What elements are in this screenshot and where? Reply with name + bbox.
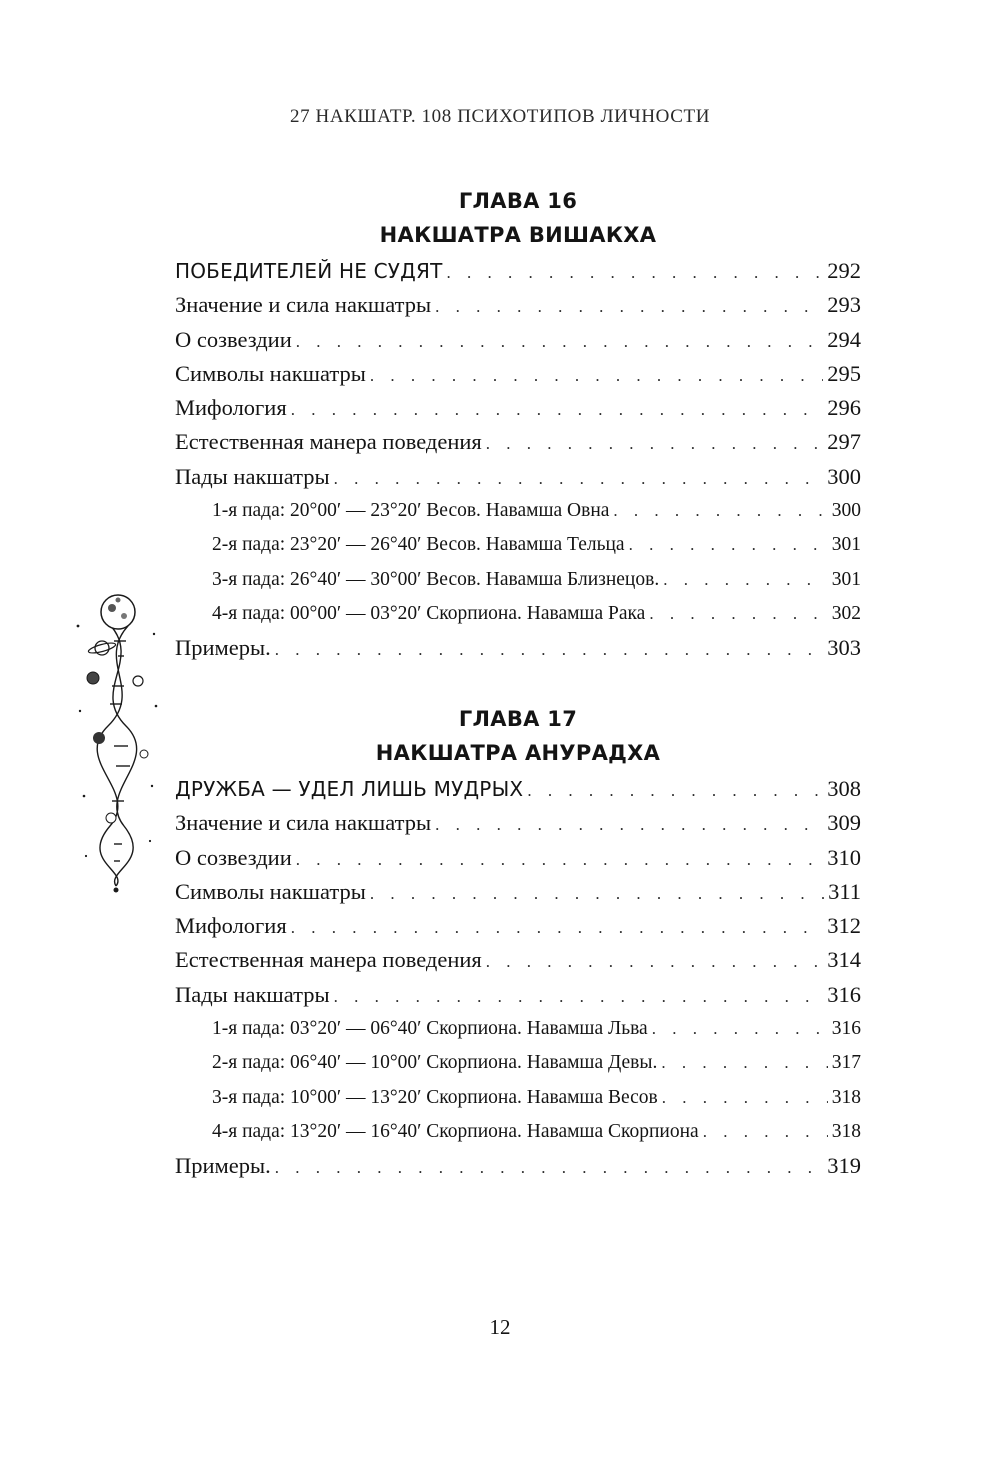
toc-entry-page: 316 xyxy=(831,1018,861,1040)
dot-leader xyxy=(661,1046,827,1080)
chapter-label: ГЛАВА 16 xyxy=(458,189,578,213)
toc-entry[interactable] xyxy=(175,909,861,943)
toc-subentry[interactable] xyxy=(175,1012,861,1046)
toc-entry-title: 1-я пада: 03°20′ — 06°40′ Скорпиона. Навамша Льва xyxy=(212,1018,648,1040)
dot-leader xyxy=(486,427,824,459)
toc-subentry[interactable] xyxy=(175,1046,861,1080)
dot-leader xyxy=(649,597,827,631)
toc-entry-title: Символы накшатры xyxy=(175,878,366,904)
toc-subentry[interactable] xyxy=(175,597,861,631)
toc-entry-title: 4-я пада: 13°20′ — 16°40′ Скорпиона. Навамша Скорпиона xyxy=(212,1120,699,1142)
toc-entry-page: 294 xyxy=(827,326,861,352)
toc-entry-title: Пады накшатры xyxy=(175,981,330,1007)
dot-leader xyxy=(275,1151,823,1183)
toc-entry-title: Мифология xyxy=(175,913,287,939)
toc-subentry[interactable] xyxy=(175,563,861,597)
chapter-name: НАКШАТРА ВИШАКХА xyxy=(379,223,657,247)
dot-leader xyxy=(296,325,823,357)
toc-entry[interactable] xyxy=(175,425,861,459)
toc-entry-page: 296 xyxy=(827,395,861,421)
toc-entry-page: 317 xyxy=(831,1052,861,1074)
dot-leader xyxy=(613,494,827,528)
dot-leader xyxy=(703,1115,828,1149)
toc-entry[interactable] xyxy=(175,254,861,288)
toc-entry-title: Естественная манера поведения xyxy=(175,947,482,973)
toc-subentry[interactable] xyxy=(175,1081,861,1115)
toc-entry-title: 3-я пада: 10°00′ — 13°20′ Скорпиона. Навамша Весов xyxy=(212,1086,658,1108)
chapter-label: ГЛАВА 17 xyxy=(458,707,578,731)
chapter-name: НАКШАТРА АНУРАДХА xyxy=(375,741,661,765)
dot-leader xyxy=(435,290,823,322)
toc-entry-page: 297 xyxy=(827,429,861,455)
toc-entry-page: 292 xyxy=(827,258,861,283)
toc-entry-title: Символы накшатры xyxy=(175,360,366,386)
dna-planets-ornament-icon xyxy=(66,586,166,896)
dot-leader xyxy=(291,911,824,943)
toc-entry[interactable] xyxy=(175,1149,861,1183)
dot-leader xyxy=(334,980,824,1012)
toc-entry[interactable] xyxy=(175,978,861,1012)
toc-entry-page: 314 xyxy=(827,947,861,973)
toc-entry-page: 318 xyxy=(831,1086,861,1108)
toc-entry-page: 308 xyxy=(827,776,861,801)
toc-entry[interactable] xyxy=(175,460,861,494)
dot-leader xyxy=(370,359,823,391)
toc-subentry[interactable] xyxy=(175,528,861,562)
dot-leader xyxy=(291,393,824,425)
toc-entry[interactable] xyxy=(175,943,861,977)
dot-leader xyxy=(652,1012,828,1046)
toc-entry-page: 312 xyxy=(827,913,861,939)
toc-entry-page: 293 xyxy=(827,292,861,318)
dot-leader xyxy=(486,945,824,977)
toc-subentry[interactable] xyxy=(175,1115,861,1149)
toc-entry-page: 302 xyxy=(831,602,861,624)
toc-entry[interactable] xyxy=(175,806,861,840)
toc-entry-page: 301 xyxy=(831,534,861,556)
chapter-17 xyxy=(175,702,861,1184)
dot-leader xyxy=(629,528,828,562)
toc-entry[interactable] xyxy=(175,631,861,665)
toc-entry[interactable] xyxy=(175,391,861,425)
toc-entry-title: ДРУЖБА — УДЕЛ ЛИШЬ МУДРЫХ xyxy=(175,777,524,801)
toc-entry-page: 311 xyxy=(828,878,861,904)
toc-entry-page: 319 xyxy=(827,1153,861,1179)
toc-entry-title: Примеры. xyxy=(175,1153,271,1179)
dot-leader xyxy=(370,877,824,909)
dot-leader xyxy=(334,462,824,494)
toc-entry[interactable] xyxy=(175,875,861,909)
chapter-16 xyxy=(175,184,861,666)
toc-entry-title: Значение и сила накшатры xyxy=(175,292,432,318)
toc-entry-page: 316 xyxy=(827,981,861,1007)
toc-entry-title: 1-я пада: 20°00′ — 23°20′ Весов. Навамша Овна xyxy=(212,500,610,522)
dot-leader xyxy=(527,774,823,806)
toc-list xyxy=(175,772,861,1184)
toc-entry-title: Естественная манера поведения xyxy=(175,429,482,455)
toc-entry-title: 4-я пада: 00°00′ — 03°20′ Скорпиона. Навамша Рака xyxy=(212,602,646,624)
toc-entry[interactable] xyxy=(175,841,861,875)
toc-entry-title: 2-я пада: 23°20′ — 26°40′ Весов. Навамша Тельца xyxy=(212,534,625,556)
toc-entry-title: 2-я пада: 06°40′ — 10°00′ Скорпиона. Навамша Девы. xyxy=(212,1052,658,1074)
toc-entry-title: Примеры. xyxy=(175,635,271,661)
dot-leader xyxy=(663,563,828,597)
toc-entry-title: О созвездии xyxy=(175,844,292,870)
dot-leader xyxy=(662,1081,828,1115)
toc-entry-title: Пады накшатры xyxy=(175,463,330,489)
dot-leader xyxy=(447,256,824,288)
toc-entry[interactable] xyxy=(175,323,861,357)
toc-entry[interactable] xyxy=(175,357,861,391)
toc-entry-page: 310 xyxy=(827,844,861,870)
toc-entry[interactable] xyxy=(175,772,861,806)
toc-entry-page: 300 xyxy=(827,463,861,489)
dot-leader xyxy=(435,808,823,840)
toc-entry[interactable] xyxy=(175,288,861,322)
toc-entry-title: Значение и сила накшатры xyxy=(175,810,432,836)
toc-entry-page: 295 xyxy=(827,360,861,386)
toc-entry-title: О созвездии xyxy=(175,326,292,352)
toc-entry-title: ПОБЕДИТЕЛЕЙ НЕ СУДЯТ xyxy=(175,259,443,283)
toc-entry-page: 301 xyxy=(831,568,861,590)
toc-list xyxy=(175,254,861,666)
toc-entry-title: 3-я пада: 26°40′ — 30°00′ Весов. Навамша Близнецов. xyxy=(212,568,660,590)
toc-entry-page: 309 xyxy=(827,810,861,836)
running-head: 27 НАКШАТР. 108 ПСИХОТИПОВ ЛИЧНОСТИ xyxy=(289,106,711,127)
toc-entry-page: 318 xyxy=(831,1120,861,1142)
toc-entry-title: Мифология xyxy=(175,395,287,421)
dot-leader xyxy=(275,633,823,665)
toc-entry-page: 303 xyxy=(827,635,861,661)
toc-entry-page: 300 xyxy=(831,500,861,522)
page-number: 12 xyxy=(489,1315,511,1339)
toc-subentry[interactable] xyxy=(175,494,861,528)
dot-leader xyxy=(296,843,823,875)
